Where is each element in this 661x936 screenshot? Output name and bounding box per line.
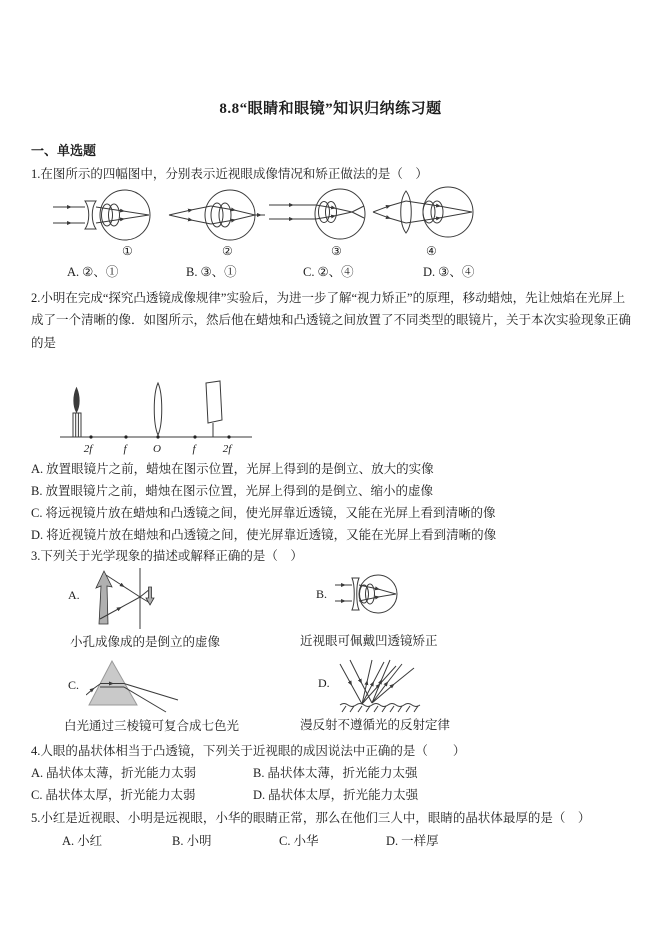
q4-option-d (253, 785, 418, 803)
q1-option-a (67, 262, 118, 280)
rough-surface (340, 704, 420, 707)
q1-figure-4-number: ④ (426, 244, 437, 258)
q5-option-a-text: 小红 (77, 834, 103, 848)
diffuse-reflection-diagram (336, 658, 441, 716)
prism-diagram (86, 658, 191, 714)
eye-lens (319, 202, 330, 223)
q5-option-a (62, 831, 102, 849)
q1-figure-1-number: ① (122, 244, 133, 258)
q2-option-b-label: B. (31, 484, 43, 498)
eye-diagram-myopia (268, 184, 368, 244)
q4-option-b-text: 晶状体太薄，折光能力太强 (267, 766, 418, 780)
surface-hatching (342, 706, 418, 712)
q1-option-b (186, 262, 237, 280)
candle (73, 388, 81, 437)
concave-lens (85, 201, 96, 229)
q4-stem: 4.人眼的晶状体相当于凸透镜，下列关于近视眼的成因说法中正确的是（ ） (31, 744, 466, 758)
q5-option-c-label: C. (279, 834, 291, 848)
q3-figure-d (336, 658, 441, 716)
q1-figure-3 (268, 184, 368, 244)
q1-option-c-label: C. (303, 265, 315, 279)
section-heading: 一、单选题 (31, 143, 97, 158)
q4-option-c-label: C. (31, 788, 43, 802)
eyeball-outline (205, 190, 255, 240)
inverted-image-arrow (146, 587, 154, 605)
q3-stem: 3.下列关于光学现象的描述或解释正确的是（ ） (31, 549, 303, 563)
q5-option-b (172, 831, 211, 849)
light-rays (169, 206, 265, 224)
q5-option-c (279, 831, 318, 849)
q4-option-b-label: B. (253, 766, 265, 780)
eye-diagram-focus-on-retina (166, 186, 284, 244)
q5-option-c-text: 小华 (293, 834, 319, 848)
q5-option-d (386, 831, 439, 849)
q2-option-c-label: C. (31, 506, 43, 520)
q3-option-d-label: D. (318, 676, 330, 690)
q3-option-d-caption: 漫反射不遵循光的反射定律 (300, 718, 451, 732)
q3-figure-b (332, 568, 447, 622)
q2-option-d (31, 525, 496, 543)
q2-stem: 2.小明在完成“探究凸透镜成像规律”实验后，为进一步了解“视力矫正”的原理，移动蜡烛，先让烛焰在光屏上成了一个清晰的像．如图所示，然后他在蜡烛和凸透镜之间放置了不同类型的眼镜片，关于本次实验现象正确的是 (31, 291, 632, 350)
q5-option-b-text: 小明 (186, 834, 212, 848)
mark-2f-right: 2f (222, 443, 232, 455)
page-title: 8.8“眼睛和眼镜”知识归纳练习题 (219, 101, 442, 117)
q4-option-c (31, 785, 195, 803)
q4-option-c-text: 晶状体太厚，折光能力太弱 (45, 788, 196, 802)
q1-stem: 1.在图所示的四幅图中，分别表示近视眼成像情况和矫正做法的是（ ） (31, 167, 428, 181)
q1-option-a-label: A. (67, 265, 80, 279)
mark-f-left: f (123, 443, 127, 455)
q1-figure-3-number: ③ (331, 244, 342, 258)
candle-flame (74, 388, 79, 412)
q3-option-a-label: A. (68, 588, 80, 602)
q1-option-c (303, 262, 354, 280)
eyeball-outline (100, 190, 150, 240)
mark-f-right: f (192, 443, 196, 455)
eye-diagram-concave-correction (51, 186, 163, 244)
q1-option-d-label: D. (423, 265, 436, 279)
q4-option-d-label: D. (253, 788, 266, 802)
q1-option-a-text: ②、① (82, 265, 119, 279)
q1-figure-1 (51, 186, 163, 244)
q2-option-d-text: 将近视镜片放在蜡烛和凸透镜之间，使光屏靠近透镜，又能在光屏上看到清晰的像 (46, 528, 497, 542)
q1-figure-2 (166, 186, 284, 244)
eye-lens (102, 204, 113, 226)
q5-option-b-label: B. (172, 834, 184, 848)
convex-lens (154, 383, 162, 435)
q1-option-b-text: ③、① (200, 265, 237, 279)
candle-body (73, 413, 81, 437)
q4-option-a (31, 763, 196, 781)
q2-option-c-text: 将远视镜片放在蜡烛和凸透镜之间，使光屏靠近透镜，又能在光屏上看到清晰的像 (45, 506, 496, 520)
q4-option-d-text: 晶状体太厚，折光能力太强 (268, 788, 419, 802)
q1-option-b-label: B. (186, 265, 198, 279)
q1-option-d-text: ③、④ (438, 265, 475, 279)
q3-option-c-label: C. (68, 678, 80, 692)
q3-option-b-label: B. (316, 587, 328, 601)
q2-option-a-text: 放置眼镜片之前，蜡烛在图示位置，光屏上得到的是倒立、放大的实像 (46, 462, 434, 476)
q3-figure-a (84, 566, 184, 631)
q1-figure-2-number: ② (222, 244, 233, 258)
pinhole-imaging-diagram (84, 566, 184, 631)
concave-lens (352, 578, 359, 610)
eye-diagram-convex-correction (370, 181, 482, 243)
optical-bench-diagram (52, 366, 262, 458)
eye-lens (109, 204, 120, 226)
q1-option-c-text: ②、④ (317, 265, 354, 279)
q2-option-b (31, 481, 433, 499)
mark-2f-left: 2f (83, 443, 93, 455)
q5-option-d-text: 一样厚 (401, 834, 439, 848)
screen (206, 381, 222, 437)
q5-option-a-label: A. (62, 834, 75, 848)
eye-lens (219, 203, 231, 227)
q4-option-a-label: A. (31, 766, 44, 780)
q3-option-a-caption: 小孔成像成的是倒立的虚像 (70, 635, 221, 649)
light-rays (269, 205, 364, 219)
q3-option-b-caption: 近视眼可佩戴凹透镜矫正 (300, 634, 438, 648)
q1-figure-4 (370, 181, 482, 243)
q2-option-c (31, 503, 495, 521)
object-arrow (96, 571, 112, 624)
mark-o: O (153, 443, 161, 455)
q2-figure (52, 366, 262, 458)
myopia-correction-diagram (332, 568, 447, 622)
eyeball-outline (359, 575, 397, 613)
eye-lens (326, 202, 337, 223)
q3-option-c-caption: 白光通过三棱镜可复合成七色光 (64, 719, 240, 733)
q5-stem: 5.小红是近视眼、小明是远视眼，小华的眼睛正常，那么在他们三人中，眼睛的晶状体最厚的是（ ） (31, 811, 591, 825)
eye-lens (431, 201, 443, 223)
q2-option-b-text: 放置眼镜片之前，蜡烛在图示位置，光屏上得到的是倒立、缩小的虚像 (45, 484, 433, 498)
q2-option-d-label: D. (31, 528, 44, 542)
convex-lens (401, 191, 412, 233)
q4-option-a-text: 晶状体太薄，折光能力太弱 (46, 766, 197, 780)
q5-option-d-label: D. (386, 834, 399, 848)
q2-option-a-label: A. (31, 462, 44, 476)
q1-option-d (423, 262, 474, 280)
q4-option-b (253, 763, 417, 781)
eyeball-outline (315, 189, 365, 239)
reflected-rays (362, 660, 414, 704)
q2-option-a (31, 459, 434, 477)
q3-figure-c (86, 658, 191, 714)
